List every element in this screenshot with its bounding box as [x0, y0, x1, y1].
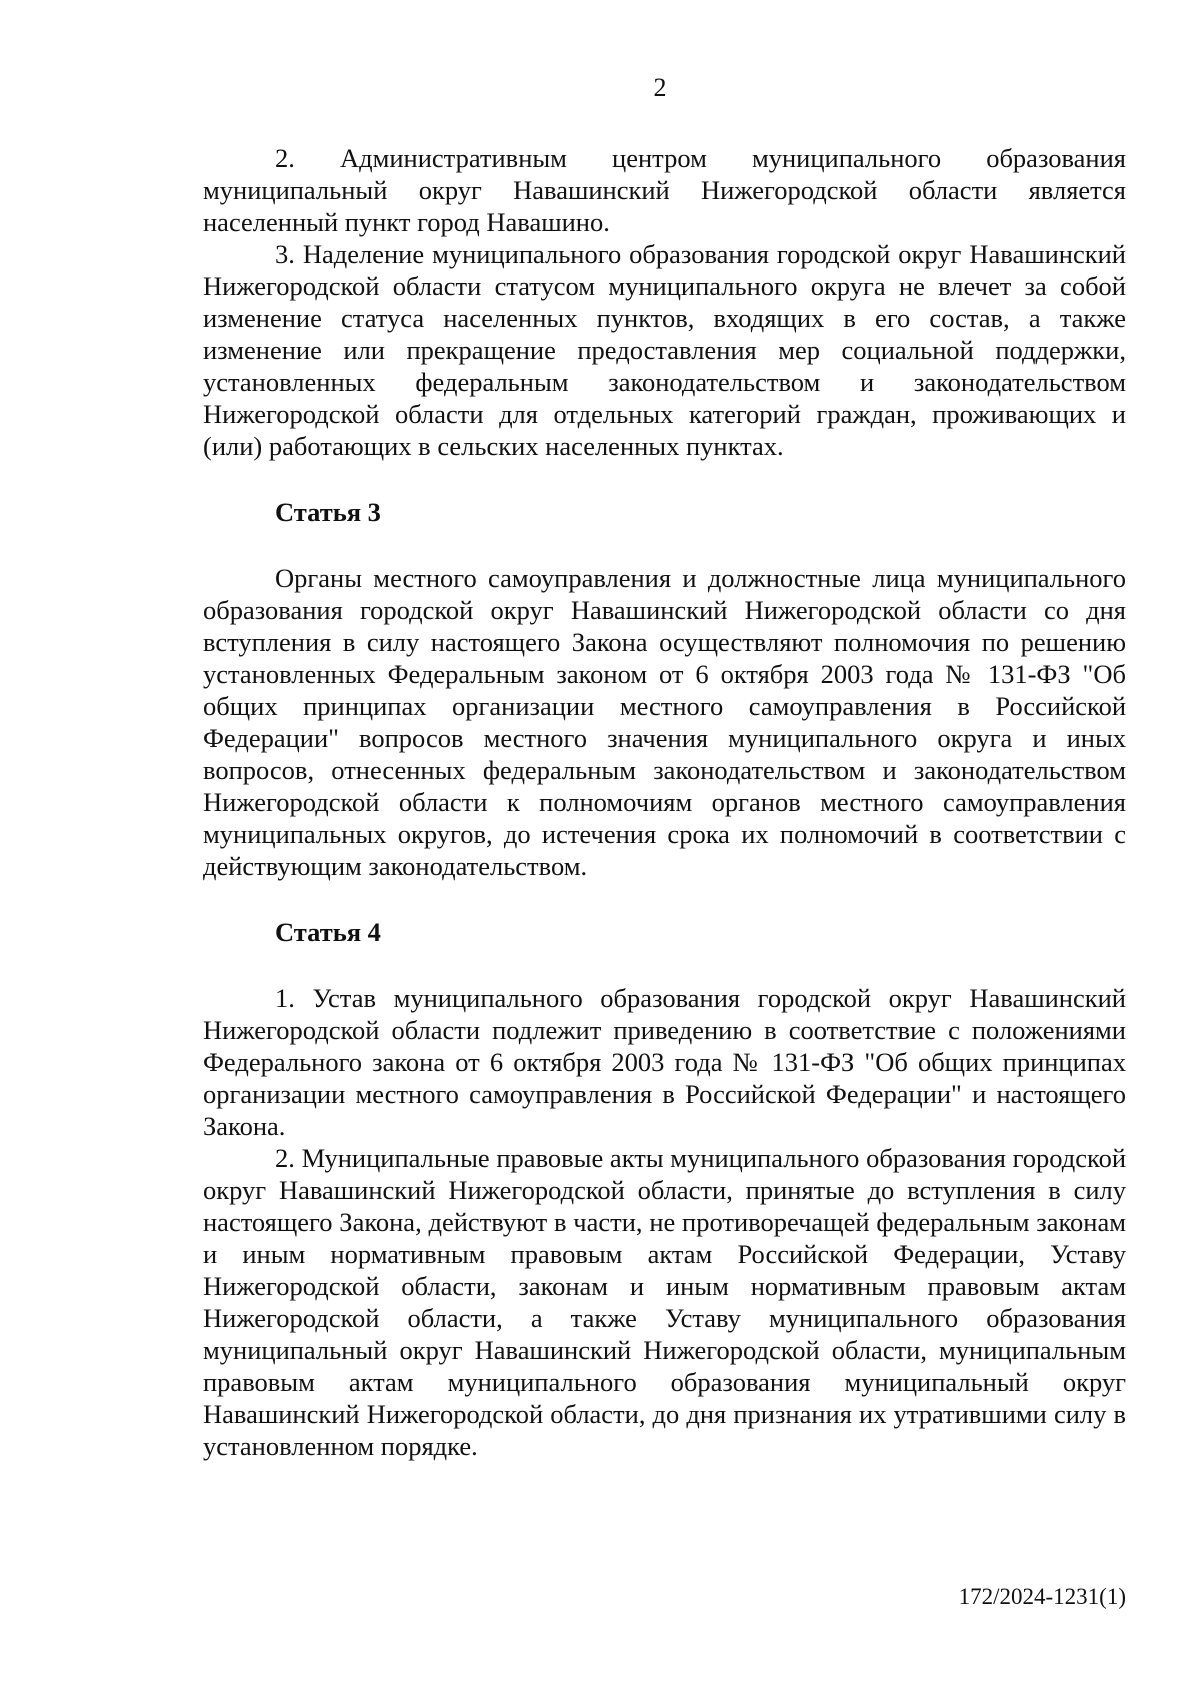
article-4-paragraph-2: 2. Муниципальные правовые акты муниципального образования городской округ Навашинский Нижегородской области, принятые до вступления в силу настоящего Закона, действуют в части, не противоречащей федеральным законам и иным нормативным правовым актам Российской Федерации, Уставу Нижегородской области, законам и иным нормативным правовым актам Нижегородской области, а также Уставу муниципального образования муниципальный округ Навашинский Нижегородской области, муниципальным правовым актам муниципального образования муниципальный округ Навашинский Нижегородской области, до дня признания их утратившими силу в установленном порядке.	[203, 1143, 1126, 1461]
document-code: 172/2024-1231(1)	[958, 1584, 1126, 1609]
article-4-title: Статья 4	[275, 917, 381, 947]
article-3-paragraph-1: Органы местного самоуправления и должностные лица муниципального образования городской округ Навашинский Нижегородской области со дня вступления в силу настоящего Закона осуществляют полномочия по решению установленных Федеральным законом от 6 октября 2003 года № 131-ФЗ "Об общих принципах организации местного самоуправления в Российской Федерации" вопросов местного значения муниципального округа и иных вопросов, отнесенных федеральным законодательством и законодательством Нижегородской области к полномочиям органов местного самоуправления муниципальных округов, до истечения срока их полномочий в соответствии с действующим законодательством.	[203, 563, 1126, 881]
article-2-paragraph-3: 3. Наделение муниципального образования городской округ Навашинский Нижегородской области статусом муниципального округа не влечет за собой изменение статуса населенных пунктов, входящих в его состав, а также изменение или прекращение предоставления мер социальной поддержки, установленных федеральным законодательством и законодательством Нижегородской области для отдельных категорий граждан, проживающих и (или) работающих в сельских населенных пунктах.	[203, 239, 1126, 461]
article-4-paragraph-1: 1. Устав муниципального образования городской округ Навашинский Нижегородской области подлежит приведению в соответствие с положениями Федерального закона от 6 октября 2003 года № 131-ФЗ "Об общих принципах организации местного самоуправления в Российской Федерации" и настоящего Закона.	[203, 983, 1126, 1141]
document-body	[203, 142, 1126, 1462]
article-3-title: Статья 3	[275, 497, 381, 527]
article-2-paragraph-2: 2. Административным центром муниципального образования муниципальный округ Навашинский Нижегородской области является населенный пункт город Навашино.	[203, 143, 1126, 237]
page-number: 2	[653, 73, 667, 102]
